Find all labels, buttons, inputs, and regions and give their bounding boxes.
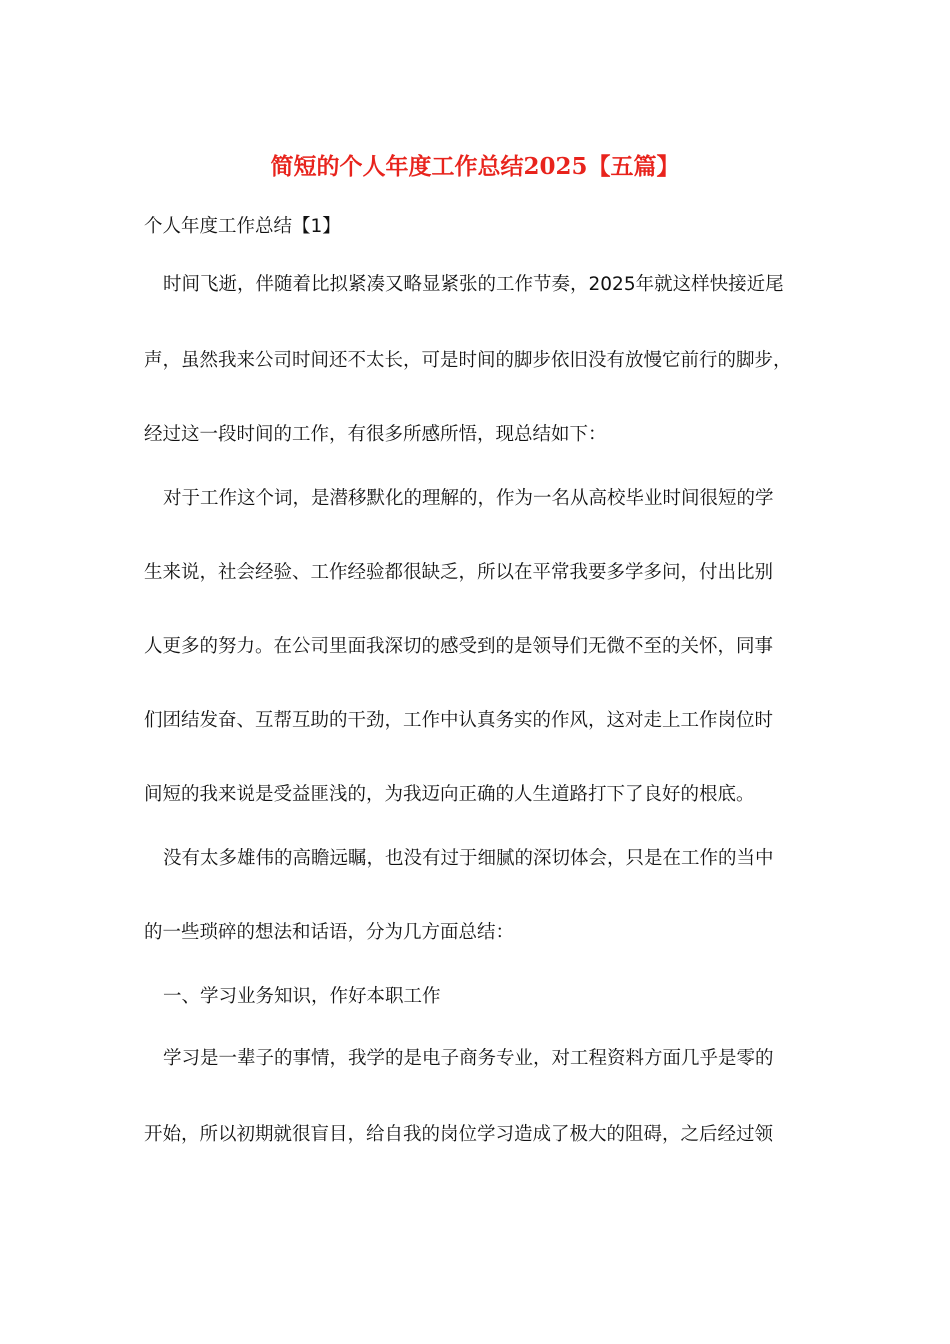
paragraph-line: 声，虽然我来公司时间还不太长，可是时间的脚步依旧没有放慢它前行的脚步， [144, 350, 792, 371]
paragraph-line: 没有太多雄伟的高瞻远瞩，也没有过于细腻的深切体会，只是在工作的当中 [163, 848, 774, 869]
paragraph-line: 的一些琐碎的想法和话语，分为几方面总结： [144, 922, 515, 943]
paragraph-line: 们团结发奋、互帮互助的干劲，工作中认真务实的作风，这对走上工作岗位时 [144, 710, 774, 731]
paragraph-line: 学习是一辈子的事情，我学的是电子商务专业，对工程资料方面几乎是零的 [163, 1048, 774, 1069]
paragraph-line: 时间飞逝，伴随着比拟紧凑又略显紧张的工作节奏，2025年就这样快接近尾 [163, 274, 784, 295]
paragraph-line: 经过这一段时间的工作，有很多所感所悟，现总结如下： [144, 424, 607, 445]
paragraph-line: 开始，所以初期就很盲目，给自我的岗位学习造成了极大的阻碍，之后经过领 [144, 1124, 774, 1145]
section-heading: 个人年度工作总结【1】 [144, 216, 341, 237]
paragraph-line: 对于工作这个词，是潜移默化的理解的，作为一名从高校毕业时间很短的学 [163, 488, 774, 509]
paragraph-line: 人更多的努力。在公司里面我深切的感受到的是领导们无微不至的关怀，同事 [144, 636, 774, 657]
subsection-heading: 一、学习业务知识，作好本职工作 [163, 986, 441, 1007]
paragraph-line: 生来说，社会经验、工作经验都很缺乏，所以在平常我要多学多问，付出比别 [144, 562, 774, 583]
document-title: 简短的个人年度工作总结2025【五篇】 [270, 153, 680, 180]
paragraph-line: 间短的我来说是受益匪浅的，为我迈向正确的人生道路打下了良好的根底。 [144, 784, 755, 805]
